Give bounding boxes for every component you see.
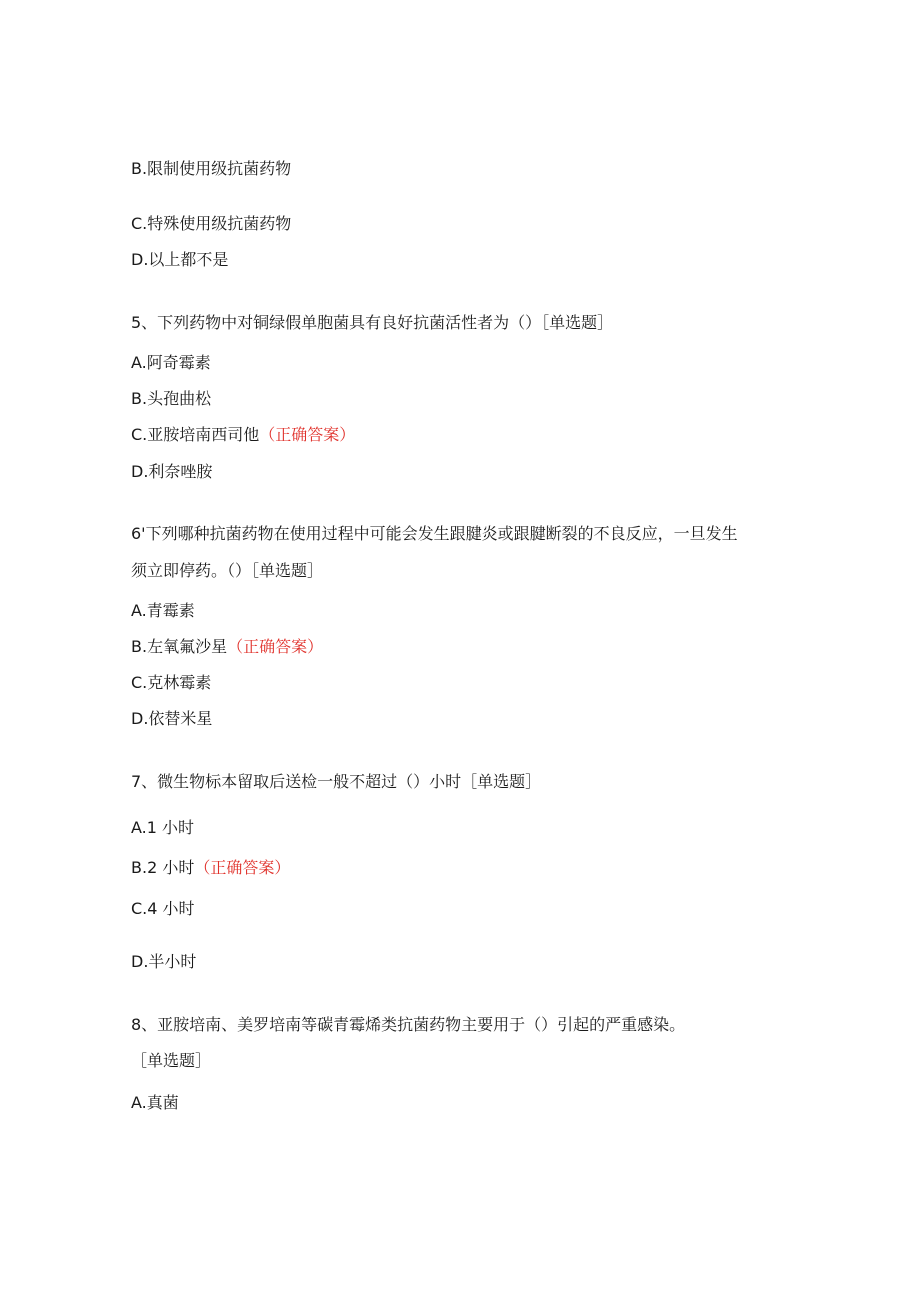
option-5c: C.亚胺培南西司他（正确答案） (131, 425, 356, 444)
question-6-line-1: 6'下列哪种抗菌药物在使用过程中可能会发生跟腱炎或跟腱断裂的不良反应，一旦发生 (131, 524, 738, 543)
option-5b: B.头孢曲松 (131, 389, 212, 408)
correct-answer-mark: （正确答案） (194, 858, 291, 877)
option-5a: A.阿奇霉素 (131, 353, 211, 372)
option-5d: D.利奈唑胺 (131, 462, 213, 481)
option-7a: A.1 小时 (131, 818, 195, 837)
option-6d: D.依替米星 (131, 709, 213, 728)
question-8-line-2: ［单选题］ (131, 1051, 212, 1070)
option-6c: C.克林霉素 (131, 673, 212, 692)
question-6-line-2: 须立即停药。（）［单选题］ (131, 561, 324, 580)
question-7: 7、微生物标本留取后送检一般不超过（）小时［单选题］ (131, 772, 542, 791)
option-6b: B.左氧氟沙星（正确答案） (131, 637, 324, 656)
correct-answer-mark: （正确答案） (259, 425, 356, 444)
question-8-line-1: 8、亚胺培南、美罗培南等碳青霉烯类抗菌药物主要用于（）引起的严重感染。 (131, 1015, 686, 1034)
option-6a: A.青霉素 (131, 601, 195, 620)
option-4c: C.特殊使用级抗菌药物 (131, 214, 292, 233)
option-7c: C.4 小时 (131, 899, 195, 918)
correct-answer-mark: （正确答案） (227, 637, 324, 656)
option-4d: D.以上都不是 (131, 250, 229, 269)
option-8a: A.真菌 (131, 1093, 179, 1112)
option-7d: D.半小时 (131, 952, 197, 971)
question-5: 5、下列药物中对铜绿假单胞菌具有良好抗菌活性者为（）［单选题］ (131, 313, 614, 332)
option-7b: B.2 小时（正确答案） (131, 858, 291, 877)
option-4b: B.限制使用级抗菌药物 (131, 159, 292, 178)
